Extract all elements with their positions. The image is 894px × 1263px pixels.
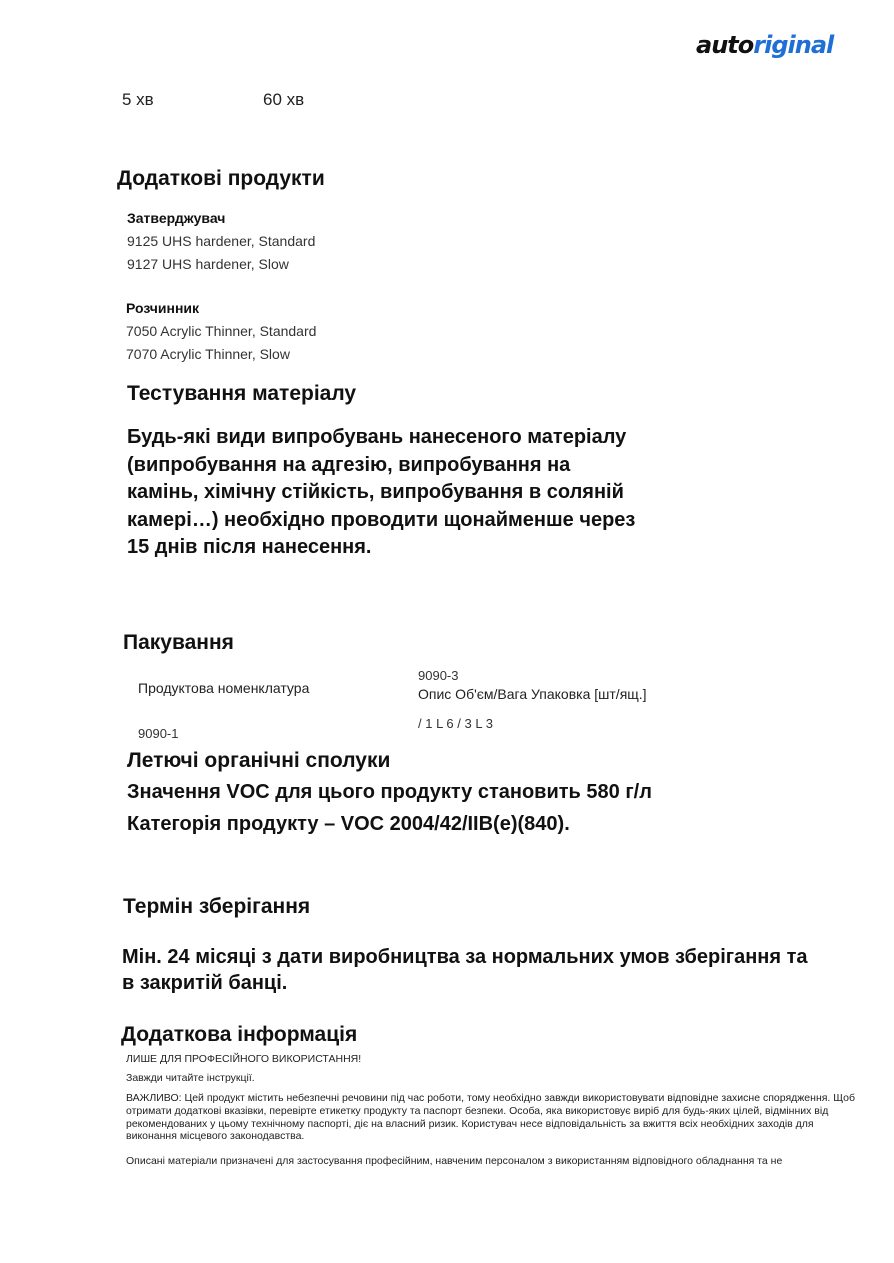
time-value-1: 5 хв (122, 90, 154, 109)
brand-logo (696, 30, 833, 60)
voc-category-line: Категорія продукту – VOC 2004/42/IIB(e)(840). (127, 813, 570, 835)
thinner-item: 7050 Acrylic Thinner, Standard (126, 323, 317, 339)
testing-line: 15 днів після нанесення. (127, 536, 372, 558)
materials-notice: Описані матеріали призначені для застосування професійним, навченим персоналом з використанням відповідного обладнання та не (126, 1155, 783, 1167)
product-code-a: 9090-3 (418, 668, 459, 683)
product-code-b: 9090-1 (138, 726, 179, 741)
testing-heading: Тестування матеріалу (127, 382, 357, 405)
hardener-label: Затверджувач (127, 210, 226, 226)
testing-line: камері…) необхідно проводити щонайменше через (127, 508, 636, 531)
additional-info-heading: Додаткова інформація (121, 1023, 358, 1046)
thinner-label: Розчинник (126, 300, 200, 316)
thinner-item: 7070 Acrylic Thinner, Slow (126, 346, 290, 362)
professional-use-notice: ЛИШЕ ДЛЯ ПРОФЕСІЙНОГО ВИКОРИСТАННЯ! (126, 1053, 362, 1065)
time-value-2: 60 хв (263, 90, 305, 109)
packaging-heading: Пакування (123, 631, 234, 654)
hardener-item: 9127 UHS hardener, Slow (127, 256, 289, 272)
voc-value-line: Значення VOC для цього продукту становить 580 г/л (127, 781, 652, 803)
voc-heading: Летючі органічні сполуки (127, 749, 391, 772)
important-notice: ВАЖЛИВО: Цей продукт містить небезпечні речовини під час роботи, тому необхідно завжди використовувати відповідне захисне спорядження. Щоб отримати додаткові вказівки, перевірте етикетку продукту та паспорт безпеки. Особа, яка використовує виріб для будь-яких цілей, відмінних від рекомендованих у цьому технічному паспорті, діє на власний ризик. Користувач несе відповідальність за вжиття всіх необхідних заходів для виконання місцевого законодавства. (126, 1092, 855, 1143)
nomenclature-label: Продуктова номенклатура (138, 680, 310, 696)
logo-text-auto: aut (696, 31, 738, 59)
testing-line: Будь-які види випробувань нанесеного матеріалу (127, 426, 627, 448)
hardener-item: 9125 UHS hardener, Standard (127, 233, 316, 249)
packaging-columns-label: Опис Об'єм/Вага Упаковка [шт/ящ.] (418, 686, 647, 702)
testing-line: (випробування на адгезію, випробування на (127, 453, 571, 476)
logo-ring-icon: o (737, 31, 754, 59)
packaging-volumes: / 1 L 6 / 3 L 3 (418, 716, 493, 731)
additional-products-heading: Додаткові продукти (117, 167, 325, 190)
testing-line: камінь, хімічну стійкість, випробування в соляній (127, 481, 624, 503)
storage-line: Мін. 24 місяці з дати виробництва за нормальних умов зберігання та (122, 946, 808, 968)
logo-text-original: riginal (753, 31, 834, 59)
storage-heading: Термін зберігання (123, 895, 311, 918)
testing-paragraph (127, 424, 767, 562)
read-instructions-notice: Завжди читайте інструкції. (126, 1072, 255, 1084)
storage-line: в закритій банці. (122, 972, 288, 994)
